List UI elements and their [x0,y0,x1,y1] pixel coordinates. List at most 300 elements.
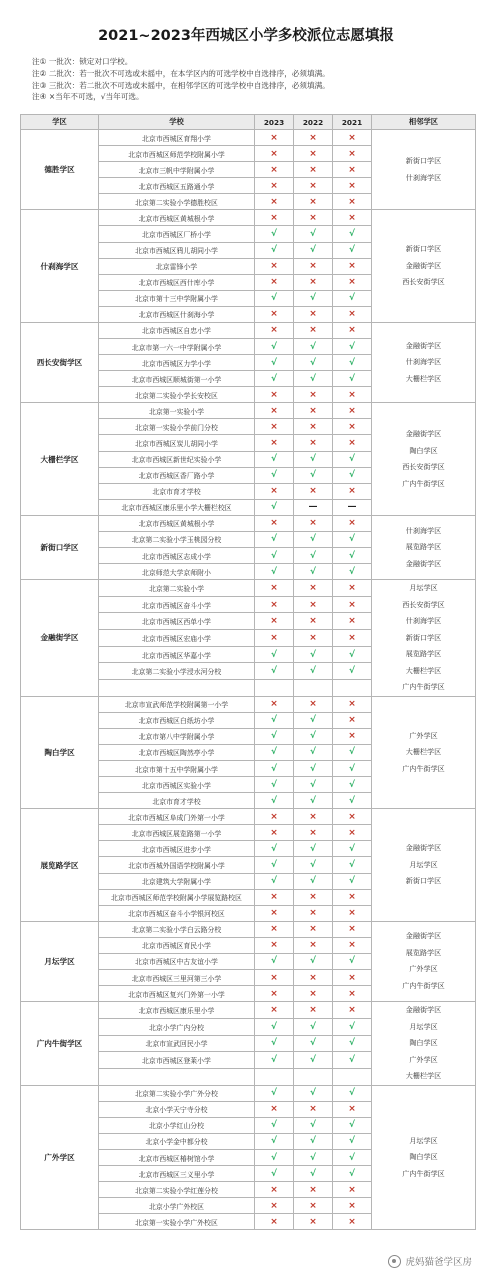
year-mark-cell: × [255,986,294,1002]
year-mark-cell: √ [255,1052,294,1069]
school-cell: 北京市西城区康乐里小学大栅栏校区 [99,499,255,515]
year-mark-cell: √ [294,226,333,242]
year-mark-cell: × [255,696,294,712]
adjacent-district-item: 大栅栏学区 [405,747,442,757]
year-mark-cell: × [294,162,333,178]
year-mark-cell: √ [294,777,333,793]
year-mark-cell: √ [333,226,372,242]
year-mark-cell: √ [294,873,333,889]
school-cell: 北京市西城区炭儿胡同小学 [99,435,255,451]
school-cell: 北京市西城区陶然亭小学 [99,744,255,760]
header-adjacent: 相邻学区 [372,115,476,130]
year-mark-cell: √ [294,793,333,809]
school-cell: 北京师范大学京师附小 [99,564,255,580]
year-mark-cell: √ [255,548,294,564]
district-cell: 大栅栏学区 [21,403,99,516]
year-mark-cell: × [333,630,372,647]
year-mark-cell: × [333,306,372,322]
page-title: 2021~2023年西城区小学多校派位志愿填报 [98,28,394,44]
year-mark-cell: × [255,905,294,921]
year-mark-cell: √ [294,339,333,355]
year-mark-cell: √ [294,1166,333,1182]
year-mark-cell: √ [294,841,333,857]
year-mark-cell: × [333,258,372,274]
adjacent-district-item: 广外学区 [409,1054,438,1064]
year-mark-cell: × [294,1002,333,1019]
school-cell: 北京小学广外校区 [99,1198,255,1214]
district-cell: 月坛学区 [21,921,99,1001]
adjacent-district-item: 陶白学区 [409,1152,438,1162]
school-cell: 北京第二实验小学白云路分校 [99,921,255,937]
year-mark-cell: × [255,970,294,986]
school-cell: 北京小学广内分校 [99,1018,255,1035]
year-mark-cell: × [255,387,294,403]
district-cell: 新街口学区 [21,515,99,579]
year-mark-cell: √ [255,873,294,889]
adjacent-district-item: 什刹海学区 [405,357,442,367]
year-mark-cell: × [294,515,333,531]
adjacent-district-item: 展览路学区 [405,649,442,659]
year-mark-cell: × [255,1101,294,1117]
year-mark-cell: × [333,515,372,531]
year-mark-cell: √ [333,290,372,306]
school-cell: 北京市西城外国语学校附属小学 [99,857,255,873]
year-mark-cell: √ [255,531,294,547]
adjacent-district-item: 广内牛街学区 [402,980,445,990]
school-cell: 北京市西城区进步小学 [99,841,255,857]
year-mark-cell: √ [255,371,294,387]
year-mark-cell: √ [333,467,372,483]
school-cell: 北京市西城区顺城街第一小学 [99,371,255,387]
adjacent-district-item: 月坛学区 [409,583,438,593]
adjacent-districts-cell [372,322,476,402]
year-mark-cell: √ [333,355,372,371]
school-cell: 北京市第八中学附属小学 [99,728,255,744]
school-cell: 北京小学红山分校 [99,1117,255,1133]
year-mark-cell: √ [333,531,372,547]
header-2023: 2023 [255,115,294,130]
adjacent-district-item: 西长安街学区 [402,277,445,287]
year-mark-cell: × [333,146,372,162]
table-row [21,515,476,531]
school-cell: 北京市西城区白纸坊小学 [99,712,255,728]
year-mark-cell: × [294,322,333,338]
adjacent-district-item: 金融街学区 [405,558,442,568]
year-mark-cell: √ [294,761,333,777]
school-cell: 北京第一实验小学 [99,403,255,419]
school-cell: 北京市西城区黄城根小学 [99,210,255,226]
adjacent-district-item: 新街口学区 [405,632,442,642]
school-cell: 北京市西城区奋斗小学 [99,596,255,613]
year-mark-cell: × [333,435,372,451]
school-cell: 北京市西城区展览路第一小学 [99,825,255,841]
year-mark-cell: √ [294,953,333,969]
year-mark-cell: × [255,937,294,953]
year-mark-cell: × [294,306,333,322]
year-mark-cell: √ [255,451,294,467]
year-mark-cell: √ [294,451,333,467]
school-cell [99,680,255,697]
district-cell: 广外学区 [21,1085,99,1230]
district-cell: 什刹海学区 [21,210,99,323]
adjacent-district-item: 金融街学区 [405,429,442,439]
year-mark-cell: × [333,696,372,712]
adjacent-district-item: 广内牛街学区 [402,478,445,488]
year-mark-cell: × [294,986,333,1002]
year-mark-cell: × [333,130,372,146]
year-mark-cell: × [255,825,294,841]
table-row [21,1085,476,1101]
year-mark-cell: √ [294,646,333,663]
year-mark-cell: × [255,613,294,630]
adjacent-district-item: 广外学区 [409,730,438,740]
year-mark-cell: √ [294,355,333,371]
table-body [21,130,476,1230]
year-mark-cell: √ [333,744,372,760]
adjacent-district-item: 广内牛街学区 [402,682,445,692]
year-mark-cell: √ [333,793,372,809]
year-mark-cell: × [255,809,294,825]
table-row [21,580,476,597]
year-mark-cell: × [294,194,333,210]
school-cell: 北京第二实验小学广外分校 [99,1085,255,1101]
adjacent-district-item: 什刹海学区 [405,525,442,535]
school-cell: 北京第二实验小学红莲分校 [99,1182,255,1198]
year-mark-cell: × [333,1198,372,1214]
note-2: 注② 二批次：若一批次不可选或未摇中，在本学区内的可选学校中自选排序，必须填满。 [32,68,330,78]
enrollment-table [20,114,476,1230]
adjacent-districts-cell [372,515,476,579]
year-mark-cell: √ [294,1085,333,1101]
year-mark-cell: × [255,306,294,322]
year-mark-cell: × [333,905,372,921]
adjacent-district-item: 陶白学区 [409,1038,438,1048]
year-mark-cell [255,1068,294,1085]
district-cell: 德胜学区 [21,130,99,210]
adjacent-district-item: 大栅栏学区 [405,1071,442,1081]
year-mark-cell: √ [294,242,333,258]
school-cell: 北京雷锋小学 [99,258,255,274]
year-mark-cell: × [333,970,372,986]
school-cell: 北京第二实验小学德胜校区 [99,194,255,210]
school-cell: 北京市西城区登莱小学 [99,1052,255,1069]
school-cell: 北京市西城区宏庙小学 [99,630,255,647]
year-mark-cell: √ [255,777,294,793]
year-mark-cell: × [255,580,294,597]
year-mark-cell: × [255,258,294,274]
year-mark-cell: — [333,499,372,515]
year-mark-cell: × [294,937,333,953]
year-mark-cell: × [333,419,372,435]
year-mark-cell: × [294,210,333,226]
year-mark-cell [294,680,333,697]
school-cell: 北京市第十三中学附属小学 [99,290,255,306]
year-mark-cell: √ [255,1133,294,1149]
adjacent-district-item: 新街口学区 [405,876,442,886]
year-mark-cell: × [294,387,333,403]
adjacent-districts-cell [372,921,476,1001]
year-mark-cell: √ [333,548,372,564]
year-mark-cell: √ [333,1149,372,1165]
year-mark-cell: × [255,515,294,531]
year-mark-cell: √ [333,857,372,873]
year-mark-cell: √ [333,371,372,387]
school-cell: 北京市西城区育翔小学 [99,130,255,146]
year-mark-cell: √ [294,1149,333,1165]
year-mark-cell: × [294,419,333,435]
year-mark-cell: √ [333,663,372,680]
table-row [21,809,476,825]
adjacent-district-item: 大栅栏学区 [405,373,442,383]
year-mark-cell: √ [294,857,333,873]
year-mark-cell: √ [333,242,372,258]
school-cell: 北京市西城区西什库小学 [99,274,255,290]
school-cell: 北京市西城区三里河第三小学 [99,970,255,986]
year-mark-cell: √ [333,953,372,969]
school-cell [99,1068,255,1085]
year-mark-cell: × [294,130,333,146]
year-mark-cell: × [255,630,294,647]
school-cell: 北京建筑大学附属小学 [99,873,255,889]
year-mark-cell: × [294,696,333,712]
year-mark-cell: √ [255,1035,294,1052]
year-mark-cell: √ [255,1149,294,1165]
year-mark-cell: √ [333,873,372,889]
year-mark-cell: √ [255,663,294,680]
school-cell: 北京第一实验小学前门分校 [99,419,255,435]
year-mark-cell: √ [294,728,333,744]
year-mark-cell: √ [294,290,333,306]
year-mark-cell: √ [255,1166,294,1182]
year-mark-cell: × [294,258,333,274]
year-mark-cell: × [255,274,294,290]
adjacent-districts-cell [372,1002,476,1086]
year-mark-cell: √ [294,744,333,760]
adjacent-district-item: 广内牛街学区 [402,763,445,773]
year-mark-cell: × [333,1214,372,1230]
adjacent-district-item: 月坛学区 [409,1021,438,1031]
year-mark-cell: √ [255,1018,294,1035]
year-mark-cell: × [255,419,294,435]
school-cell: 北京市西城区复兴门外第一小学 [99,986,255,1002]
school-cell: 北京市宣武师范学校附属第一小学 [99,696,255,712]
year-mark-cell: √ [255,1085,294,1101]
year-mark-cell: √ [333,646,372,663]
year-mark-cell [333,1068,372,1085]
year-mark-cell: × [255,194,294,210]
adjacent-district-item: 陶白学区 [409,445,438,455]
table-row [21,210,476,226]
school-cell: 北京市西城区自忠小学 [99,322,255,338]
school-cell: 北京市宣武回民小学 [99,1035,255,1052]
year-mark-cell: — [294,499,333,515]
year-mark-cell: √ [333,1052,372,1069]
year-mark-cell: √ [333,1085,372,1101]
school-cell: 北京市西城区五路通小学 [99,178,255,194]
year-mark-cell: √ [294,712,333,728]
year-mark-cell: × [333,809,372,825]
school-cell: 北京市西城区阜成门外第一小学 [99,809,255,825]
year-mark-cell: √ [333,1035,372,1052]
table-row [21,921,476,937]
header-2022: 2022 [294,115,333,130]
year-mark-cell: × [255,1182,294,1198]
watermark-text: 虎妈猫爸学区房 [405,1257,472,1268]
year-mark-cell: × [294,1198,333,1214]
adjacent-district-item: 金融街学区 [405,260,442,270]
year-mark-cell: × [294,146,333,162]
year-mark-cell: × [294,613,333,630]
adjacent-district-item: 金融街学区 [405,931,442,941]
year-mark-cell: √ [294,1018,333,1035]
school-cell: 北京市西城区厂桥小学 [99,226,255,242]
header-school: 学校 [99,115,255,130]
district-cell: 金融街学区 [21,580,99,697]
notes-block [32,56,472,103]
year-mark-cell: √ [294,467,333,483]
school-cell: 北京第二实验小学涭水河分校 [99,663,255,680]
year-mark-cell: × [333,712,372,728]
year-mark-cell: √ [255,744,294,760]
district-cell: 广内牛街学区 [21,1002,99,1086]
school-cell: 北京市西城区黄城根小学 [99,515,255,531]
year-mark-cell: √ [255,857,294,873]
year-mark-cell: √ [333,777,372,793]
adjacent-district-item: 西长安街学区 [402,462,445,472]
year-mark-cell: × [255,322,294,338]
note-4: 注④ ×当年不可选，√当年可选。 [32,92,144,102]
year-mark-cell: × [333,986,372,1002]
adjacent-district-item: 金融街学区 [405,340,442,350]
school-cell: 北京市三帆中学附属小学 [99,162,255,178]
year-mark-cell: × [294,809,333,825]
year-mark-cell: × [294,596,333,613]
year-mark-cell: √ [333,1166,372,1182]
year-mark-cell: × [333,178,372,194]
year-mark-cell: √ [333,1117,372,1133]
year-mark-cell: √ [255,339,294,355]
year-mark-cell: × [333,274,372,290]
year-mark-cell: × [294,274,333,290]
year-mark-cell: × [294,483,333,499]
year-mark-cell: × [255,146,294,162]
year-mark-cell: × [255,162,294,178]
wechat-icon [388,1255,401,1268]
adjacent-district-item: 新街口学区 [405,156,442,166]
district-cell: 西长安街学区 [21,322,99,402]
adjacent-districts-cell [372,403,476,516]
table-row [21,403,476,419]
school-cell: 北京市西城区香厂路小学 [99,467,255,483]
header-2021: 2021 [333,115,372,130]
year-mark-cell: √ [294,371,333,387]
school-cell: 北京市第一六一中学附属小学 [99,339,255,355]
year-mark-cell: × [255,435,294,451]
year-mark-cell: √ [255,728,294,744]
year-mark-cell: × [333,322,372,338]
adjacent-district-item: 大栅栏学区 [405,665,442,675]
year-mark-cell: × [294,630,333,647]
year-mark-cell: × [333,1002,372,1019]
year-mark-cell: × [333,889,372,905]
header-district: 学区 [21,115,99,130]
year-mark-cell: × [333,580,372,597]
year-mark-cell: × [255,1198,294,1214]
year-mark-cell: √ [333,564,372,580]
school-cell: 北京市西城区中古友谊小学 [99,953,255,969]
year-mark-cell: √ [333,1133,372,1149]
year-mark-cell: × [294,435,333,451]
year-mark-cell: √ [333,451,372,467]
school-cell: 北京市西城区鸦儿胡同小学 [99,242,255,258]
year-mark-cell: × [333,483,372,499]
year-mark-cell: × [333,162,372,178]
year-mark-cell: × [294,403,333,419]
year-mark-cell: √ [255,564,294,580]
year-mark-cell: × [333,1101,372,1117]
year-mark-cell: × [333,210,372,226]
school-cell: 北京小学金中都分校 [99,1133,255,1149]
year-mark-cell: √ [294,531,333,547]
year-mark-cell: √ [255,467,294,483]
school-cell: 北京市第十五中学附属小学 [99,761,255,777]
table-row [21,1002,476,1019]
adjacent-districts-cell [372,696,476,809]
year-mark-cell: × [255,210,294,226]
year-mark-cell: × [294,905,333,921]
adjacent-district-item: 西长安街学区 [402,599,445,609]
year-mark-cell: √ [255,499,294,515]
adjacent-district-item: 广外学区 [409,964,438,974]
table-header-row [21,115,476,130]
year-mark-cell: × [333,1182,372,1198]
school-cell: 北京市西城区力学小学 [99,355,255,371]
year-mark-cell: √ [294,1035,333,1052]
year-mark-cell: × [333,194,372,210]
school-cell: 北京市西城区新世纪实验小学 [99,451,255,467]
school-cell: 北京市西城区什刹海小学 [99,306,255,322]
year-mark-cell: × [294,889,333,905]
school-cell: 北京市西城区育民小学 [99,937,255,953]
year-mark-cell: × [255,130,294,146]
school-cell: 北京市西城区三义里小学 [99,1166,255,1182]
year-mark-cell [255,680,294,697]
watermark [388,1254,472,1268]
year-mark-cell: √ [333,1018,372,1035]
school-cell: 北京市西城区实验小学 [99,777,255,793]
year-mark-cell: × [294,1182,333,1198]
year-mark-cell: × [333,596,372,613]
note-1: 注① 一批次：锁定对口学校。 [32,57,133,66]
district-cell: 陶白学区 [21,696,99,809]
table-row [21,322,476,338]
adjacent-districts-cell [372,580,476,697]
school-cell: 北京市西城区椿树馆小学 [99,1149,255,1165]
year-mark-cell: × [294,178,333,194]
year-mark-cell: √ [255,1117,294,1133]
year-mark-cell: × [333,921,372,937]
adjacent-district-item: 什刹海学区 [405,172,442,182]
adjacent-district-item: 金融街学区 [405,1005,442,1015]
school-cell: 北京市西城区奋斗小学银河校区 [99,905,255,921]
year-mark-cell: √ [255,761,294,777]
year-mark-cell: √ [333,339,372,355]
year-mark-cell: × [255,483,294,499]
year-mark-cell: × [255,596,294,613]
school-cell: 北京市西城区康乐里小学 [99,1002,255,1019]
year-mark-cell: × [294,921,333,937]
adjacent-district-item: 什刹海学区 [405,616,442,626]
